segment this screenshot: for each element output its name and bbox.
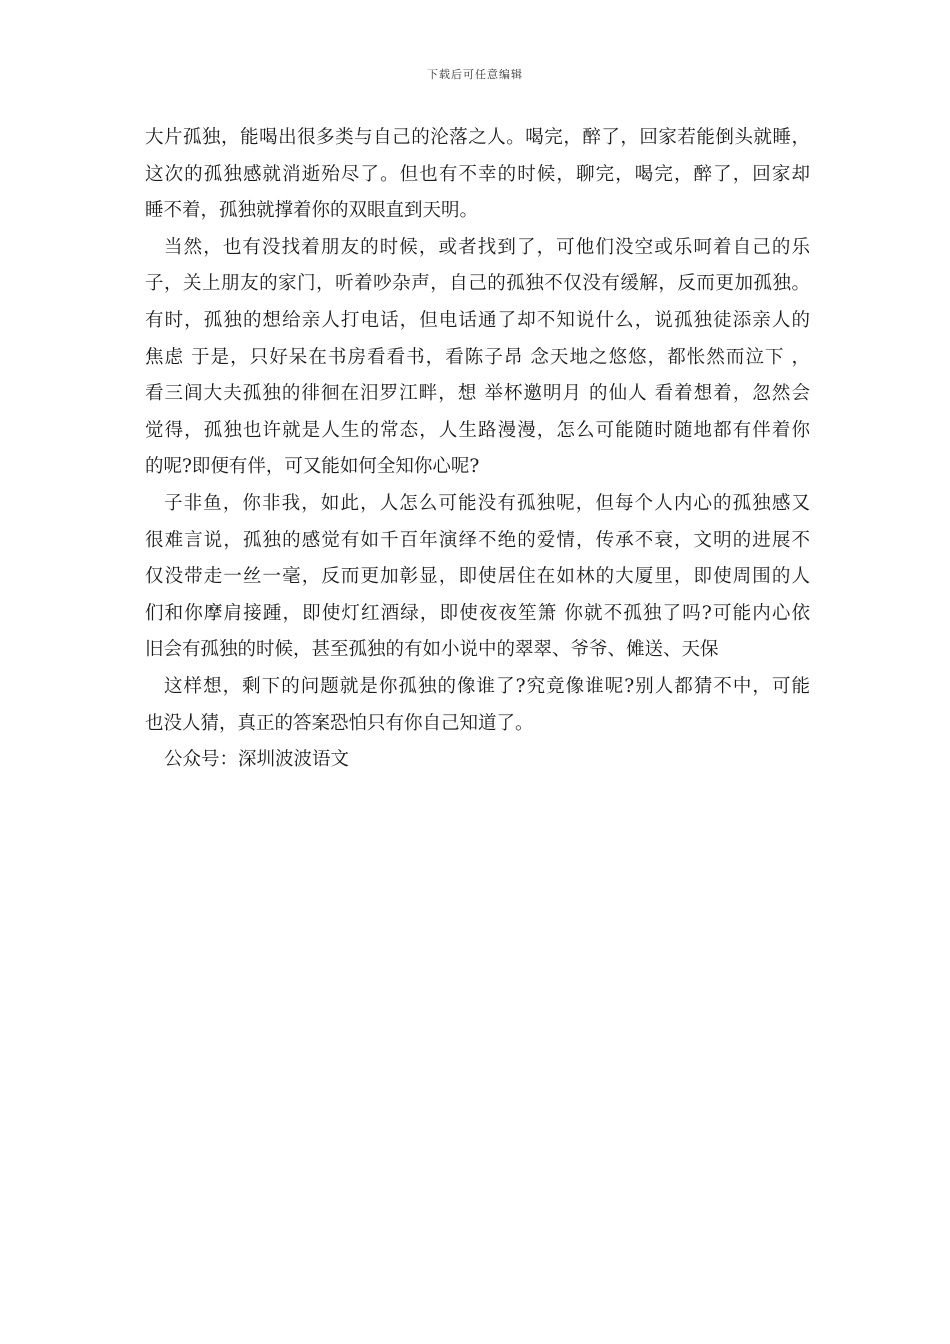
- text-line: 旧会有孤独的时候，甚至孤独的有如小说中的翠翠、爷爷、傩送、天保: [145, 639, 719, 661]
- text-line: 焦虑 于是，只好呆在书房看看书，看陈子昂 念天地之悠悠，都怅然而泣下 ，: [145, 346, 810, 368]
- text-line: 睡不着，孤独就撑着你的双眼直到天明。: [145, 200, 479, 222]
- paragraph-start-line: 当然，也有没找着朋友的时候，或者找到了，可他们没空或乐呵着自己的乐: [164, 236, 810, 258]
- text-line: 看三闾大夫孤独的徘徊在汨罗江畔，想 举杯邀明月 的仙人 看着想着，忽然会: [145, 383, 810, 405]
- footer-account-line: 公众号：深圳波波语文: [164, 749, 350, 771]
- text-line: 也没人猜，真正的答案恐怕只有你自己知道了。: [145, 712, 534, 734]
- header-note: 下载后可任意编辑: [427, 68, 523, 81]
- text-line: 们和你摩肩接踵，即使灯红酒绿，即使夜夜笙箫 你就不孤独了吗?可能内心依: [145, 602, 810, 624]
- article-body: [145, 120, 810, 779]
- text-line: 的呢?即便有伴，可又能如何全知你心呢?: [145, 456, 480, 478]
- paragraph-start-line: 这样想，剩下的问题就是你孤独的像谁了?究竟像谁呢?别人都猜不中，可能: [164, 675, 810, 697]
- text-line: 子，关上朋友的家门，听着吵杂声，自己的孤独不仅没有缓解，反而更加孤独。: [145, 273, 810, 295]
- text-line: 很难言说，孤独的感觉有如千百年演绎不绝的爱情，传承不衰，文明的进展不: [145, 529, 810, 551]
- text-line: 觉得，孤独也许就是人生的常态，人生路漫漫，怎么可能随时随地都有伴着你: [145, 419, 810, 441]
- text-line: 有时，孤独的想给亲人打电话，但电话通了却不知说什么，说孤独徒添亲人的: [145, 309, 810, 331]
- text-line: 这次的孤独感就消逝殆尽了。但也有不幸的时候，聊完，喝完，醉了，回家却: [145, 163, 810, 185]
- paragraph-start-line: 子非鱼，你非我，如此，人怎么可能没有孤独呢，但每个人内心的孤独感又: [164, 492, 810, 514]
- text-line: 大片孤独，能喝出很多类与自己的沦落之人。喝完，醉了，回家若能倒头就睡，: [145, 127, 810, 148]
- text-line: 仅没带走一丝一毫，反而更加彰显，即使居住在如林的大厦里，即使周围的人: [145, 566, 810, 588]
